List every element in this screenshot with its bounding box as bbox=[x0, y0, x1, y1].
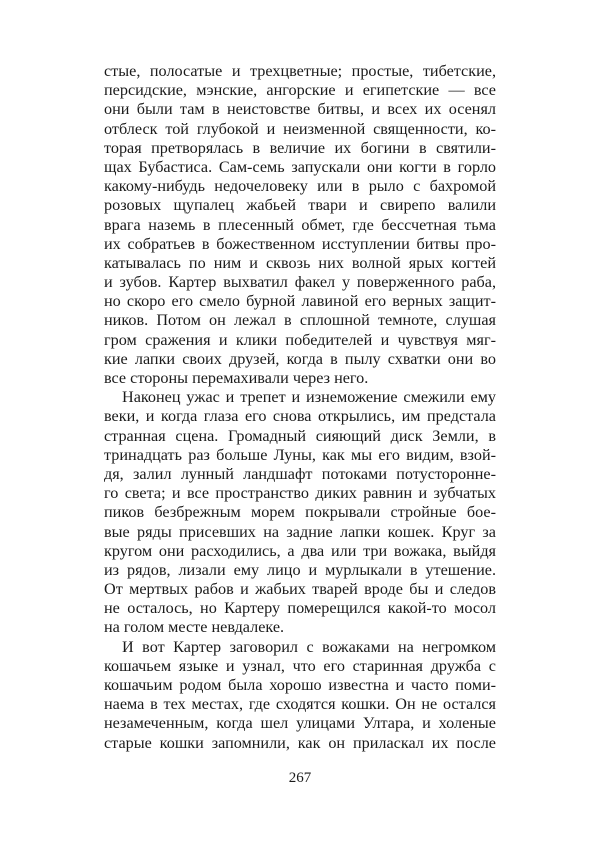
page-number: 267 bbox=[288, 770, 312, 786]
text-line: кругом они расходились, а два или три вожака, выйдя bbox=[104, 541, 496, 560]
text-line: Наконец ужас и трепет и изнеможение смежили ему bbox=[122, 388, 496, 407]
text-line: кошачьим родом была хорошо известна и часто поми- bbox=[104, 676, 496, 694]
text-line: го света; и все пространство диких равнин и зубчатых bbox=[104, 484, 496, 503]
text-line: отблеск той глубокой и неизменной священности, ко- bbox=[104, 119, 496, 138]
text-line: они были там в неистовстве битвы, и всех их осенял bbox=[104, 100, 496, 119]
text-line: ников. Потом он лежал в сплошной темноте, слушая bbox=[104, 311, 496, 330]
text-line: персидские, мэнские, ангорские и египетские — все bbox=[104, 81, 496, 100]
text-line: странная сцена. Громадный сияющий диск Земли, в bbox=[104, 426, 496, 445]
text-line: гром сражения и клики победителей и чувствуя мяг- bbox=[104, 330, 496, 349]
text-line: катывалась по ним и сквозь них волной ярых когтей bbox=[104, 253, 496, 272]
text-line: дя, залил лунный ландшафт потоками потусторонне- bbox=[104, 464, 496, 483]
text-line: врага наземь в плесенный обмет, где бессчетная тьма bbox=[104, 215, 496, 234]
text-line: наема в тех местах, где сходятся кошки. Он не остался bbox=[104, 695, 496, 714]
text-line: какому-нибудь недочеловеку или в рыло с бахромой bbox=[104, 177, 496, 196]
book-page-text bbox=[104, 62, 496, 753]
paragraph bbox=[104, 388, 496, 637]
text-line: на голом месте невдалеке. bbox=[104, 618, 285, 637]
text-line: не осталось, но Картеру померещился какой-то мосол bbox=[104, 599, 496, 618]
text-line: стые, полосатые и трехцветные; простые, тибетские, bbox=[104, 62, 496, 80]
text-line: незамеченным, когда шел улицами Ултара, и холеные bbox=[104, 714, 496, 733]
text-line: и зубов. Картер выхватил факел у поверженного раба, bbox=[104, 273, 496, 292]
text-line: И вот Картер заговорил с вожаками на негромком bbox=[122, 637, 496, 656]
text-line: тринадцать раз больше Луны, как мы его видим, взой- bbox=[104, 445, 496, 464]
text-line: из рядов, лизали ему лицо и мурлыкали в утешение. bbox=[104, 560, 496, 579]
text-line: торая претворялась в величие их богини в святили- bbox=[104, 138, 496, 157]
text-line: кие лапки своих друзей, когда в пылу схватки они во bbox=[104, 349, 496, 368]
text-line: но скоро его смело бурной лавиной его верных защит- bbox=[104, 292, 496, 311]
text-line: их собратьев в божественном исступлении битвы про- bbox=[104, 234, 496, 253]
text-line: веки, и когда глаза его снова открылись, им предстала bbox=[104, 407, 496, 426]
text-line: щах Бубастиса. Сам-семь запускали они когти в горло bbox=[104, 157, 496, 176]
text-line: розовых щупалец жабьей твари и свирепо валили bbox=[104, 196, 496, 215]
paragraph bbox=[104, 62, 496, 388]
paragraph bbox=[104, 638, 496, 753]
text-line: кошачьем языке и узнал, что его старинная дружба с bbox=[104, 656, 496, 675]
text-line: старые кошки запомнили, как он приласкал их после bbox=[104, 733, 496, 752]
text-line: пиков безбрежным морем покрывали стройные бое- bbox=[104, 503, 496, 522]
text-line: все стороны перемахивали через него. bbox=[104, 369, 369, 387]
text-line: От мертвых рабов и жабьих тварей вроде бы и следов bbox=[104, 580, 496, 599]
text-line: вые ряды присевших на задние лапки кошек. Круг за bbox=[104, 522, 496, 541]
